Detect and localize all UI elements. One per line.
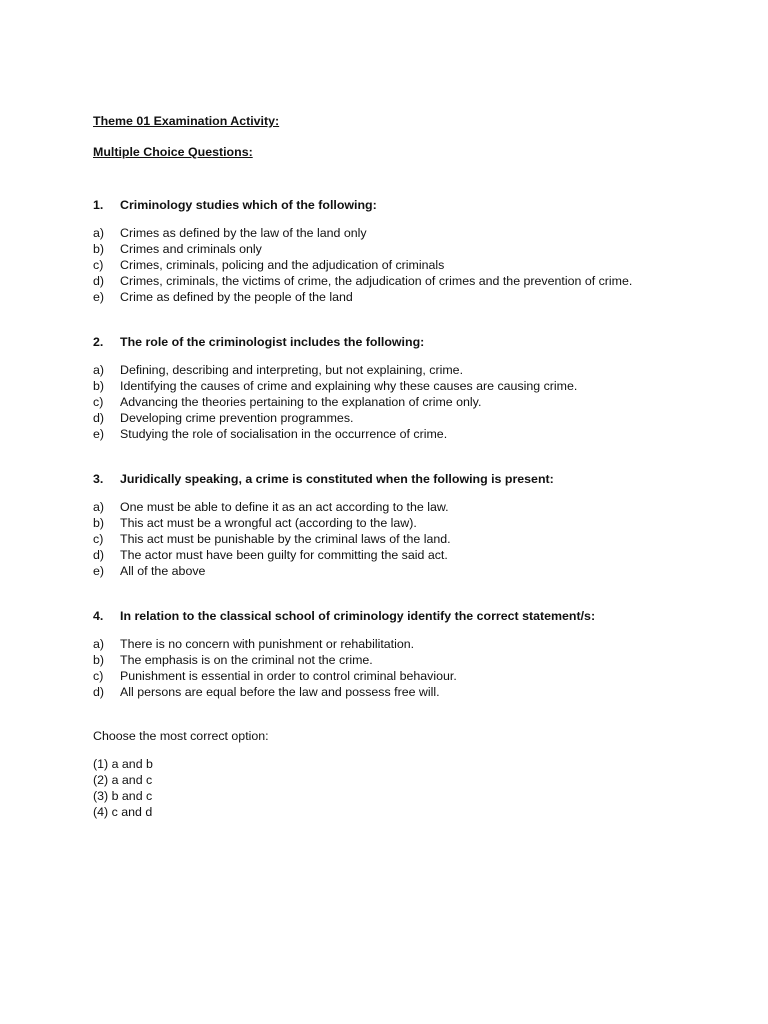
option-letter: d) [93,548,105,562]
option-text: Studying the role of socialisation in the occurrence of crime. [120,427,448,441]
option-letter: c) [93,532,104,546]
options-list [93,362,693,442]
question-title [93,334,693,350]
option-item [93,636,693,652]
option-text: This act must be a wrongful act (according to the law). [120,516,417,530]
option-item [93,547,693,563]
question-number: 2. [93,335,104,349]
exam-page [93,113,693,820]
option-item [93,563,693,579]
option-letter: d) [93,411,105,425]
option-text: All of the above [120,564,206,578]
question-spacer [93,579,693,608]
question-number: 3. [93,472,104,486]
option-letter: c) [93,395,104,409]
option-text: Crimes, criminals, policing and the adjudication of criminals [120,258,445,272]
option-text: One must be able to define it as an act according to the law. [120,500,449,514]
question-text: Criminology studies which of the following: [120,198,377,212]
option-text: Crimes as defined by the law of the land only [120,226,367,240]
option-item [93,257,693,273]
question-title [93,608,693,624]
option-letter: e) [93,290,105,304]
option-letter: c) [93,669,104,683]
option-item [93,499,693,515]
question-text: The role of the criminologist includes the following: [120,335,425,349]
answer-choice: (1) a and b [93,757,153,771]
option-text: This act must be punishable by the criminal laws of the land. [120,532,451,546]
question-spacer [93,305,693,334]
option-text: Defining, describing and interpreting, but not explaining, crime. [120,363,464,377]
option-letter: b) [93,653,105,667]
option-letter: d) [93,274,105,288]
option-item [93,362,693,378]
question-text: Juridically speaking, a crime is constituted when the following is present: [120,472,554,486]
option-letter: b) [93,242,105,256]
option-letter: b) [93,379,105,393]
option-text: The emphasis is on the criminal not the crime. [120,653,373,667]
option-text: Crimes, criminals, the victims of crime, the adjudication of crimes and the prevention of crime. [120,274,633,288]
option-text: Identifying the causes of crime and explaining why these causes are causing crime. [120,379,578,393]
question-spacer [93,442,693,471]
answer-choice: (2) a and c [93,773,153,787]
option-item [93,668,693,684]
option-text: Punishment is essential in order to control criminal behaviour. [120,669,457,683]
section-title: Multiple Choice Questions: [93,145,253,159]
option-text: Advancing the theories pertaining to the explanation of crime only. [120,395,482,409]
question-2 [93,334,693,442]
option-item [93,410,693,426]
options-list [93,499,693,579]
option-item [93,426,693,442]
option-text: Developing crime prevention programmes. [120,411,354,425]
question-number: 1. [93,198,104,212]
option-text: The actor must have been guilty for committing the said act. [120,548,448,562]
option-letter: e) [93,427,105,441]
question-1 [93,197,693,305]
options-list [93,225,693,305]
option-text: There is no concern with punishment or rehabilitation. [120,637,415,651]
option-letter: e) [93,564,105,578]
option-item [93,289,693,305]
option-text: Crime as defined by the people of the land [120,290,353,304]
option-item [93,273,693,289]
option-letter: b) [93,516,105,530]
answer-choice: (4) c and d [93,805,153,819]
option-item [93,531,693,547]
question-title [93,471,693,487]
option-letter: a) [93,500,105,514]
option-text: Crimes and criminals only [120,242,262,256]
answer-choice: (3) b and c [93,789,153,803]
option-item [93,515,693,531]
option-item [93,684,693,700]
question-number: 4. [93,609,104,623]
answer-instruction: Choose the most correct option: [93,729,269,743]
option-item [93,652,693,668]
option-letter: a) [93,637,105,651]
option-item [93,225,693,241]
question-text: In relation to the classical school of criminology identify the correct statement/s: [120,609,596,623]
options-list [93,636,693,700]
question-4 [93,608,693,820]
option-item [93,378,693,394]
question-title [93,197,693,213]
option-item [93,241,693,257]
option-letter: d) [93,685,105,699]
option-letter: a) [93,363,105,377]
option-text: All persons are equal before the law and possess free will. [120,685,440,699]
theme-title: Theme 01 Examination Activity: [93,114,280,128]
question-3 [93,471,693,579]
option-letter: a) [93,226,105,240]
option-item [93,394,693,410]
answer-choices [93,756,693,820]
option-letter: c) [93,258,104,272]
